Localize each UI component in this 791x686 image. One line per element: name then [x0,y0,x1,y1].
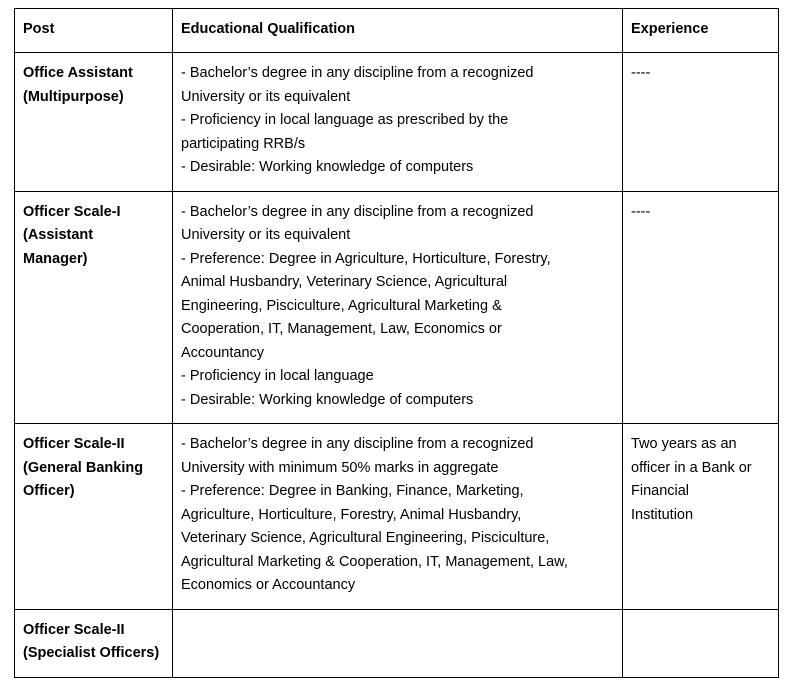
column-header-educational-qualification: Educational Qualification [173,9,623,53]
table-header-row [15,9,779,53]
text-line: Two years as an [631,436,737,453]
text-line: (General Banking [23,459,144,476]
cell-experience [623,609,779,677]
table-row [15,191,779,423]
column-header-experience: Experience [623,9,779,53]
text-line: Agriculture, Horticulture, Forestry, Animal Husbandry, [181,506,522,523]
text-line: - Desirable: Working knowledge of computers [181,391,474,408]
table-row [15,424,779,609]
cell-post [15,424,173,609]
text-line: Accountancy [181,344,265,361]
cell-qualification [173,424,623,609]
text-line: participating RRB/s [181,135,306,152]
text-line: Economics or Accountancy [181,577,356,594]
cell-qualification [173,609,623,677]
text-line: Officer Scale-I [23,203,121,220]
text-line: - Bachelor’s degree in any discipline from a recognized [181,203,534,220]
text-line: (Assistant [23,227,94,244]
text-line: Officer Scale-II [23,621,125,638]
text-line: ---- [631,65,651,82]
text-line: Animal Husbandry, Veterinary Science, Agricultural [181,274,508,291]
text-line: - Bachelor’s degree in any discipline from a recognized [181,436,534,453]
cell-experience [623,191,779,423]
cell-qualification [173,191,623,423]
text-line: Financial [631,483,690,500]
table-row [15,609,779,677]
table-row [15,53,779,191]
cell-experience [623,53,779,191]
text-line: - Preference: Degree in Agriculture, Horticulture, Forestry, [181,250,551,267]
text-line: Engineering, Pisciculture, Agricultural Marketing & [181,297,502,314]
text-line: Officer Scale-II [23,436,125,453]
cell-post [15,53,173,191]
text-line: Agricultural Marketing & Cooperation, IT, Management, Law, [181,553,568,570]
text-line: (Specialist Officers) [23,645,160,662]
text-line: University or its equivalent [181,227,351,244]
cell-qualification [173,53,623,191]
cell-experience [623,424,779,609]
text-line: Manager) [23,250,88,267]
cell-post [15,609,173,677]
qualification-table [14,8,779,678]
text-line: Office Assistant [23,65,133,82]
text-line: - Proficiency in local language [181,368,374,385]
text-line: University or its equivalent [181,88,351,105]
text-line: - Bachelor’s degree in any discipline from a recognized [181,65,534,82]
text-line: Veterinary Science, Agricultural Engineering, Pisciculture, [181,530,550,547]
text-line: University with minimum 50% marks in aggregate [181,459,499,476]
text-line: - Proficiency in local language as prescribed by the [181,112,509,129]
text-line: Institution [631,506,694,523]
text-line: Cooperation, IT, Management, Law, Economics or [181,321,502,338]
column-header-post: Post [15,9,173,53]
text-line: - Desirable: Working knowledge of computers [181,159,474,176]
text-line: - Preference: Degree in Banking, Finance, Marketing, [181,483,524,500]
text-line: Officer) [23,483,75,500]
text-line: (Multipurpose) [23,88,124,105]
text-line: ---- [631,203,651,220]
cell-post [15,191,173,423]
text-line: officer in a Bank or [631,459,752,476]
